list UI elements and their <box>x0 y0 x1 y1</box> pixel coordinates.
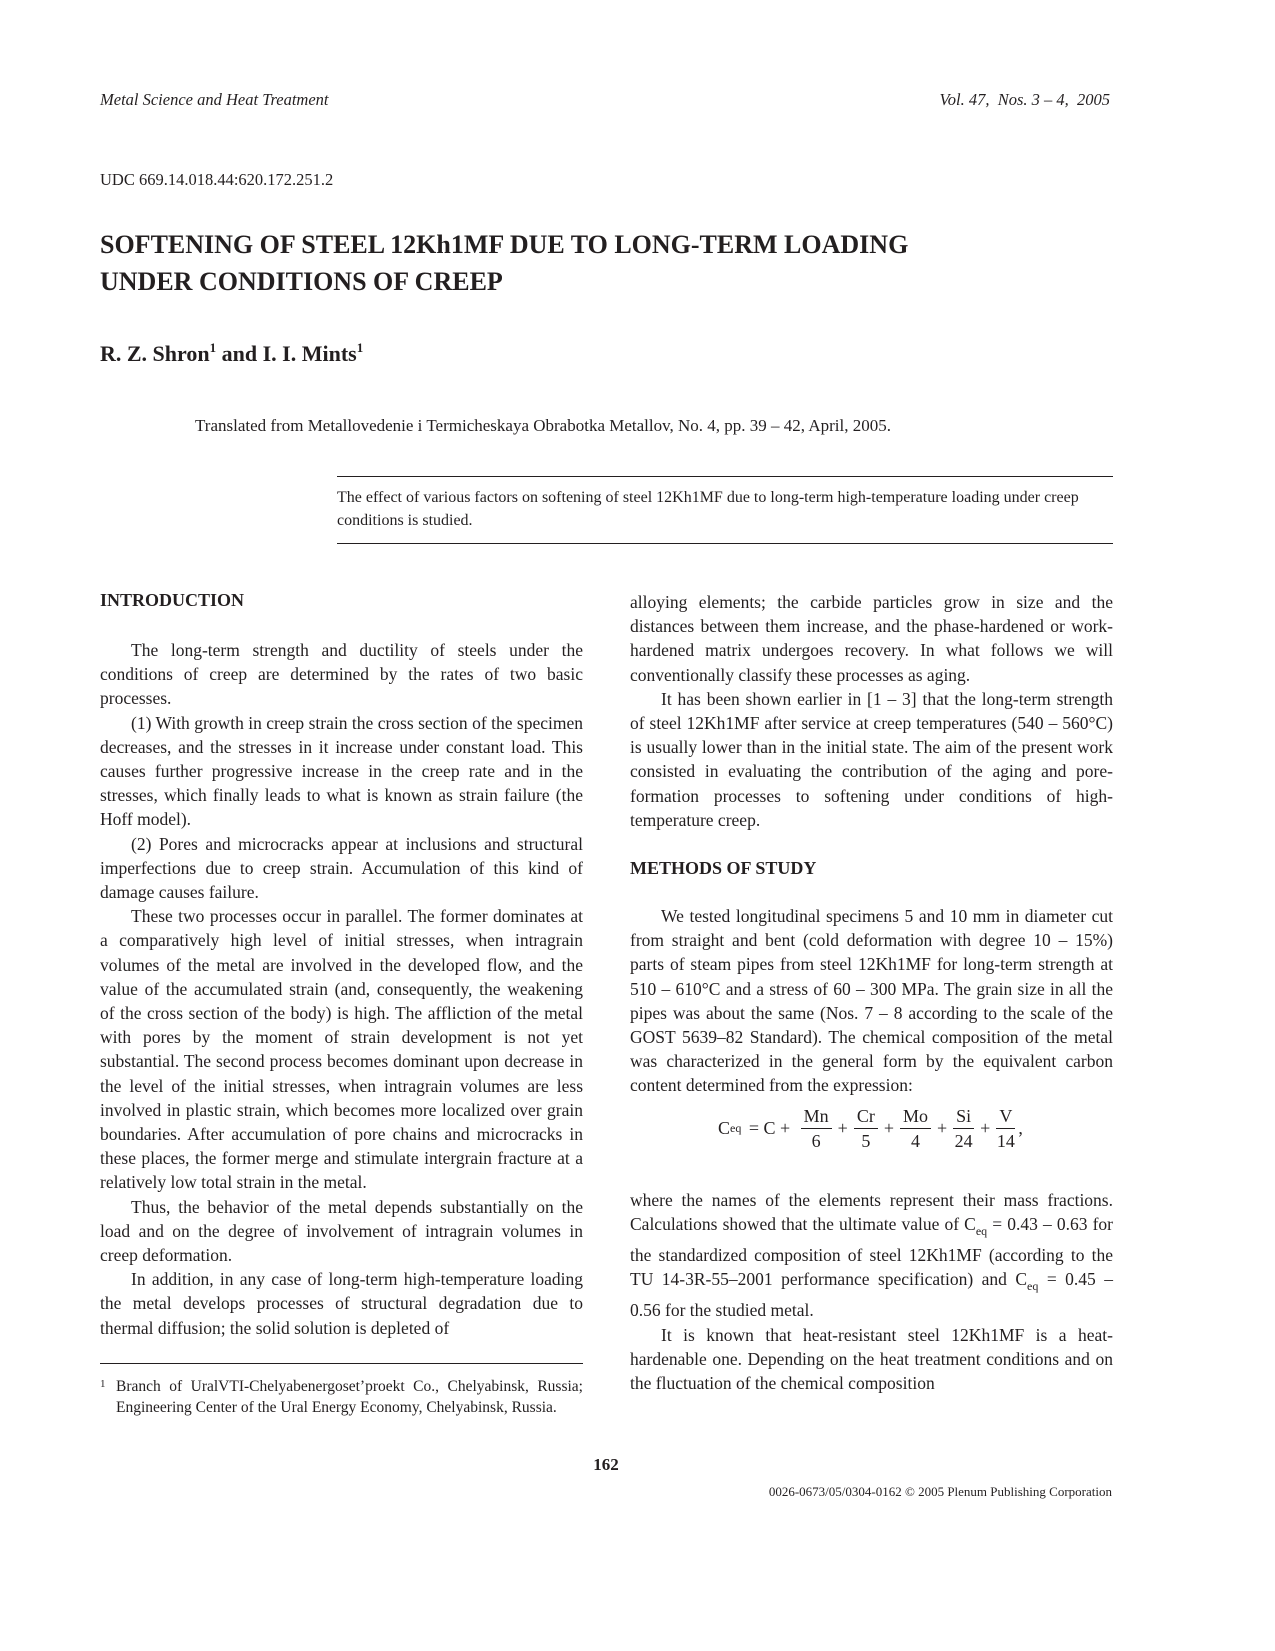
intro-paragraph-2: (1) With growth in creep strain the cross section of the specimen decreases, and the stresses in it increase under constant load. This causes further progressive increase in the creep rate and in the stresses, which finally leads to what is known as strain failure (the Hoff model). <box>100 712 583 830</box>
plus-sign: + <box>937 1118 948 1139</box>
plus-sign: + <box>883 1118 894 1139</box>
section-heading-methods: METHODS OF STUDY <box>630 858 817 879</box>
footnote <box>100 1377 583 1418</box>
formula-end: , <box>1018 1118 1023 1139</box>
journal-name: Metal Science and Heat Treatment <box>100 90 329 109</box>
authors-conjunction: and <box>216 341 263 366</box>
fraction-mn-numerator: Mn <box>801 1104 832 1129</box>
fraction-cr <box>854 1104 878 1153</box>
copyright-notice: 0026-0673/05/0304-0162 © 2005 Plenum Publishing Corporation <box>768 1484 1112 1499</box>
author-2: I. I. Mints <box>262 341 357 366</box>
title-line-2: UNDER CONDITIONS OF CREEP <box>100 267 503 296</box>
methods-p2-part-a: where the names of the elements represent their mass fractions. Calculations showed that the ultimate value of C <box>630 1189 1113 1234</box>
formula-lhs: C <box>718 1118 731 1139</box>
fraction-cr-numerator: Cr <box>854 1104 878 1129</box>
paper-title <box>100 226 1080 300</box>
plus-sign: + <box>837 1118 848 1139</box>
fraction-mo <box>900 1104 931 1153</box>
right-column <box>630 590 1113 1395</box>
ceq-subscript: eq <box>975 1223 988 1238</box>
volume-info: Vol. 47, Nos. 3 – 4, 2005 <box>939 90 1110 109</box>
fraction-v-denominator: 14 <box>996 1130 1015 1151</box>
footnote-separator <box>100 1363 583 1364</box>
fraction-v-numerator: V <box>996 1104 1015 1129</box>
fraction-si <box>953 1104 974 1153</box>
fraction-si-denominator: 24 <box>954 1130 973 1151</box>
udc-code: UDC 669.14.018.44:620.172.251.2 <box>100 170 334 189</box>
footnote-mark: 1 <box>100 1378 106 1390</box>
intro-paragraph-8: It has been shown earlier in [1 – 3] that the long-term strength of steel 12Kh1MF after service at creep temperatures (540 – 560°C) is usually lower than in the initial state. The aim of the present work consisted in evaluating the contribution of the aging and pore-formation processes to softening under conditions of high-temperature creep. <box>630 688 1113 830</box>
intro-paragraph-1: The long-term strength and ductility of steels under the conditions of creep are determined by the rates of two basic processes. <box>100 640 583 709</box>
intro-paragraph-7: alloying elements; the carbide particles grow in size and the distances between them increase, and the phase-hardened or work-hardened matrix undergoes recovery. In what follows we will conventionally classify these processes as aging. <box>630 592 1113 685</box>
plus-sign: + <box>980 1118 991 1139</box>
fraction-si-numerator: Si <box>953 1104 974 1129</box>
intro-paragraph-4: These two processes occur in parallel. The former dominates at a comparatively high level of initial stresses, when intragrain volumes of the metal are involved in the developed flow, and the value of the accumulated strain (and, consequently, the weakening of the cross section of the body) is high. The affliction of the metal with pores by the moment of strain development is not yet substantial. The second process becomes dominant upon decrease in the level of the initial stresses, when intragrain volumes are less involved in plastic strain, which becomes more localized over grain boundaries. After accumulation of pore chains and microcracks in these places, the former merge and stimulate intergrain fracture at a relatively low total strain in the metal. <box>100 906 583 1193</box>
fraction-mn-denominator: 6 <box>811 1130 821 1151</box>
formula-equals: = C + <box>744 1118 795 1139</box>
fraction-v <box>996 1104 1015 1153</box>
methods-paragraph-3: It is known that heat-resistant steel 12Kh1MF is a heat-hardenable one. Depending on the heat treatment conditions and on the fluctuation of the chemical composition <box>630 1324 1113 1394</box>
page-number: 162 <box>593 1455 619 1474</box>
authors <box>100 340 363 367</box>
methods-p2-part-b: = 0.43 – 0.63 for the standardized composition of steel 12Kh1MF (according to the TU 14-3R-55–2001 performance specification) and C <box>630 1213 1113 1290</box>
title-line-1: SOFTENING OF STEEL 12Kh1MF DUE TO LONG-TERM LOADING <box>100 230 909 259</box>
section-heading-introduction: INTRODUCTION <box>100 590 245 610</box>
fraction-cr-denominator: 5 <box>861 1130 871 1151</box>
formula-lhs-subscript: eq <box>730 1121 742 1136</box>
abstract-text: The effect of various factors on softening of steel 12Kh1MF due to long-term high-temperature loading under creep conditions is studied. <box>337 489 1079 529</box>
author-2-affiliation-mark: 1 <box>356 340 364 355</box>
fraction-mo-numerator: Mo <box>900 1104 931 1129</box>
ceq-subscript: eq <box>1027 1279 1039 1294</box>
left-column <box>100 588 583 1340</box>
intro-paragraph-5: Thus, the behavior of the metal depends substantially on the load and on the degree of involvement of intragrain volumes in creep deformation. <box>100 1196 583 1266</box>
methods-paragraph-1: We tested longitudinal specimens 5 and 10 mm in diameter cut from straight and bent (cold deformation with degree 10 – 15%) parts of steam pipes from steel 12Kh1MF for long-term strength at 510 – 610°C and a stress of 60 – 300 MPa. The grain size in all the pipes was about the same (Nos. 7 – 8 according to the scale of the GOST 5639–82 Standard). The chemical composition of the metal was characterized in the general form by the equivalent carbon content determined from the expression: <box>630 906 1113 1096</box>
footnote-text: Branch of UralVTI-Chelyabenergoset’proekt Co., Chelyabinsk, Russia; Engineering Center of the Ural Energy Economy, Chelyabinsk, Russia. <box>116 1378 583 1416</box>
equivalent-carbon-formula <box>630 1098 1113 1188</box>
abstract <box>337 476 1113 544</box>
author-1: R. Z. Shron <box>100 341 210 366</box>
translation-note: Translated from Metallovedenie i Termicheskaya Obrabotka Metallov, No. 4, pp. 39 – 42, April, 2005. <box>195 416 891 435</box>
fraction-mo-denominator: 4 <box>910 1130 920 1151</box>
methods-paragraph-2 <box>630 1188 1113 1323</box>
intro-paragraph-6: In addition, in any case of long-term high-temperature loading the metal develops processes of structural degradation due to thermal diffusion; the solid solution is depleted of <box>100 1269 583 1338</box>
methods-p2-part-c: = 0.45 – 0.56 for the studied metal. <box>630 1269 1113 1321</box>
author-1-affiliation-mark: 1 <box>209 340 217 355</box>
fraction-mn <box>801 1104 832 1153</box>
intro-paragraph-3: (2) Pores and microcracks appear at inclusions and structural imperfections due to creep strain. Accumulation of this kind of damage causes failure. <box>100 833 583 903</box>
